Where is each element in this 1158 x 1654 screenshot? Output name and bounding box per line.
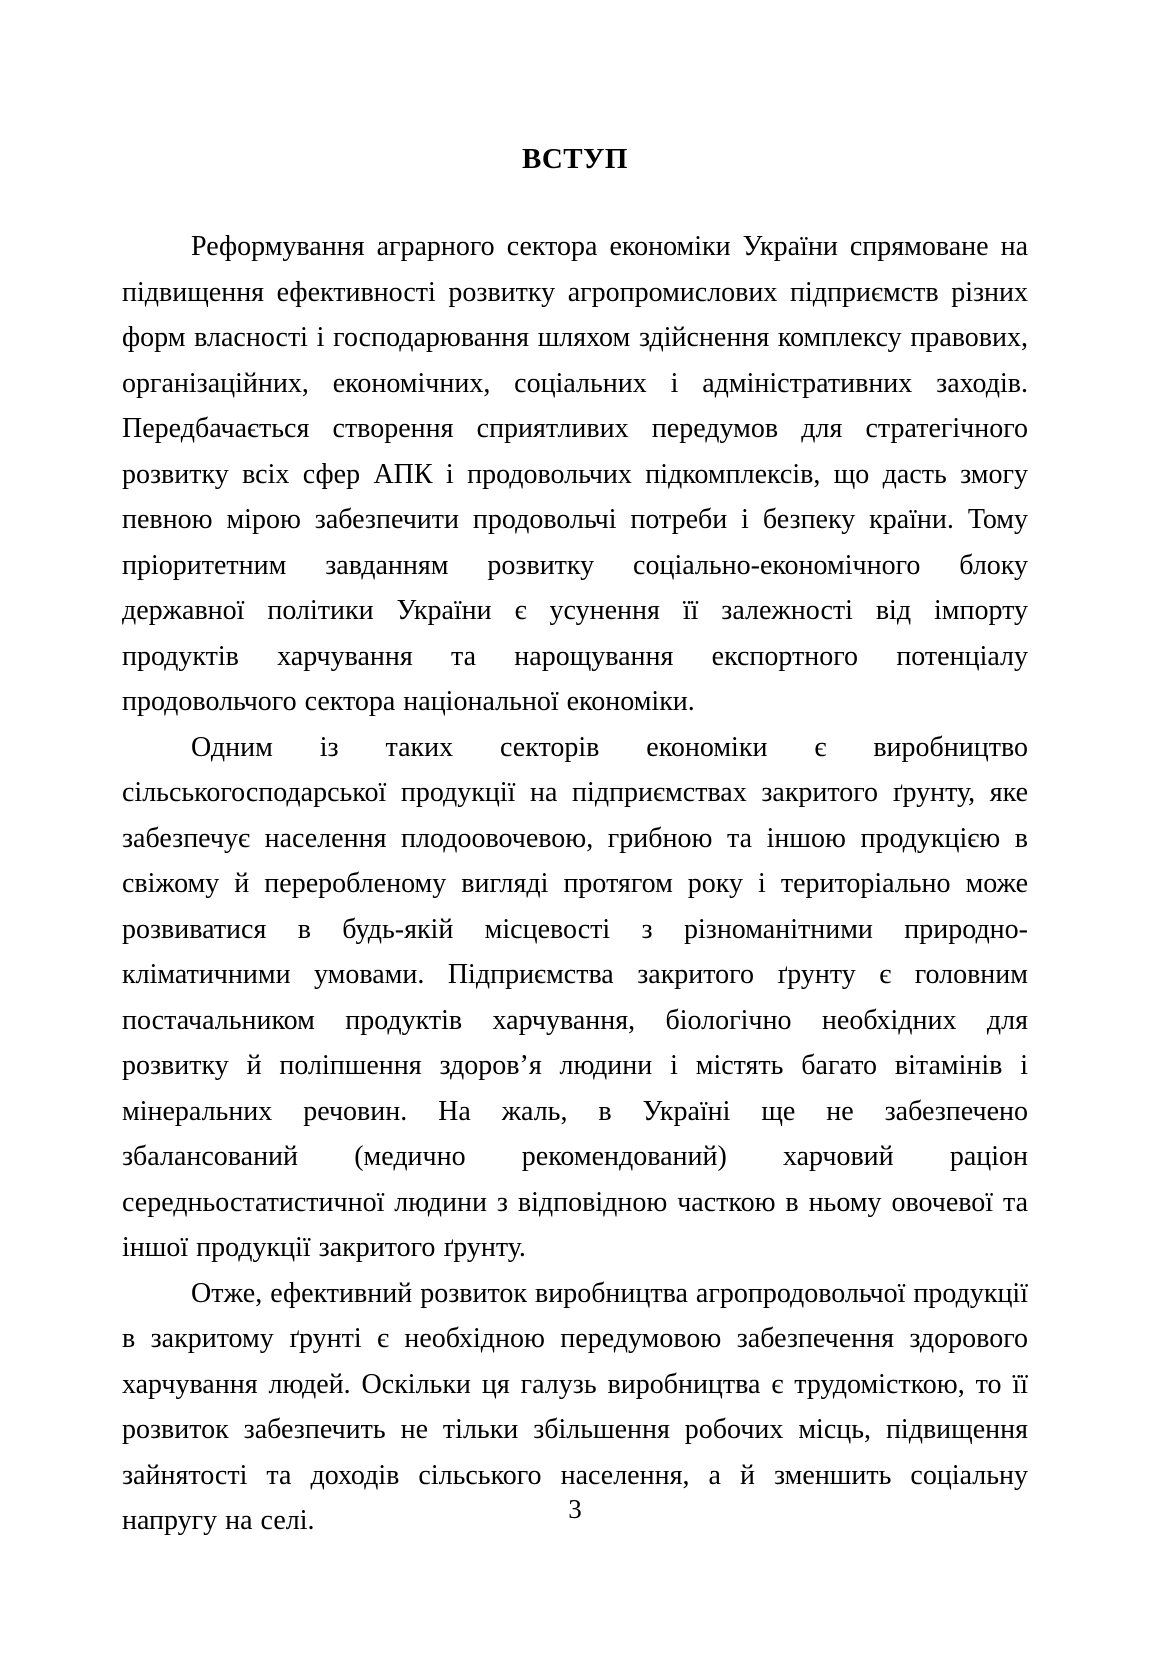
document-body bbox=[122, 144, 1028, 1544]
paragraph: Одним із таких секторів економіки є виробництво сільськогосподарської продукції на підприємствах закритого ґрунту, яке забезпечує населення плодоовочевою, грибною та іншою продукцією в свіжому й переробленому вигляді протягом року і територіально може розвиватися в будь-якій місцевості з різноманітними природно-кліматичними умовами. Підприємства закритого ґрунту є головним постачальником продуктів харчування, біологічно необхідних для розвитку й поліпшення здоров’я людини і містять багато вітамінів і мінеральних речовин. На жаль, в Україні ще не забезпечено збалансований (медично рекомендований) харчовий раціон середньостатистичної людини з відповідною часткою в ньому овочевої та іншої продукції закритого ґрунту. bbox=[122, 731, 1028, 1263]
page-title: ВСТУП bbox=[522, 143, 628, 175]
paragraph: Реформування аграрного сектора економіки України спрямоване на підвищення ефективності розвитку агропромислових підприємств різних форм власності і господарювання шляхом здійснення комплексу правових, організаційних, економічних, соціальних і адміністративних заходів. Передбачається створення сприятливих передумов для стратегічного розвитку всіх сфер АПК і продовольчих підкомплексів, що дасть змогу певною мірою забезпечити продовольчі потреби і безпеку країни. Тому пріоритетним завданням розвитку соціально-економічного блоку державної політики України є усунення її залежності від імпорту продуктів харчування та нарощування експортного потенціалу продовольчого сектора національної економіки. bbox=[122, 231, 1028, 717]
page-number: 3 bbox=[568, 1494, 582, 1524]
paragraph: Отже, ефективний розвиток виробництва агропродовольчої продукції в закритому ґрунті є необхідною передумовою забезпечення здорового харчування людей. Оскільки ця галузь виробництва є трудомісткою, то її розвиток забезпечить не тільки збільшення робочих місць, підвищення зайнятості та доходів сільського населення, а й зменшить соціальну напругу на селі. bbox=[122, 1277, 1028, 1536]
